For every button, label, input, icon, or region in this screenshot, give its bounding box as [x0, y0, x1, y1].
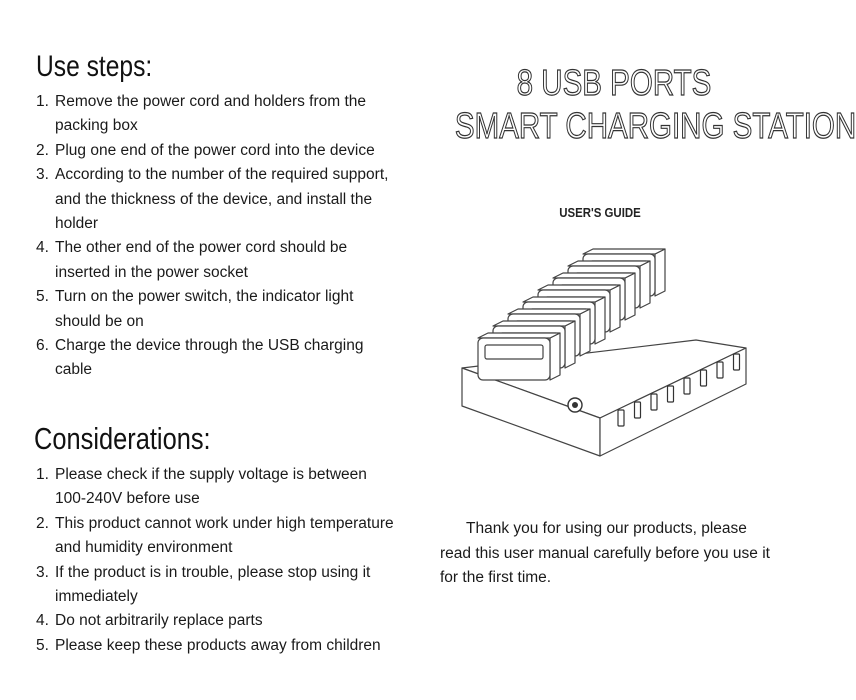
item-number: 3. — [36, 563, 49, 581]
product-title-line1: 8 USB PORTS — [516, 62, 712, 103]
item-number: 4. — [36, 612, 49, 630]
thank-you-text: Thank you for using our products, please read this user manual carefully before you use it for the first time. — [440, 520, 770, 586]
list-item — [36, 139, 396, 163]
item-number: 3. — [36, 166, 49, 184]
usb-port-icon — [635, 402, 641, 418]
list-item — [36, 634, 396, 658]
item-text: Do not arbitrarily replace parts — [55, 612, 263, 630]
list-item — [36, 561, 396, 610]
considerations-title: Considerations: — [34, 421, 211, 456]
item-text: Please check if the supply voltage is between 100-240V before use — [55, 466, 367, 508]
item-text: Turn on the power switch, the indicator light should be on — [55, 288, 354, 330]
use-steps-title: Use steps: — [36, 50, 153, 83]
item-text: The other end of the power cord should be inserted in the power socket — [55, 239, 348, 281]
item-number: 5. — [36, 636, 49, 654]
item-number: 2. — [36, 514, 49, 532]
list-item — [36, 163, 396, 236]
item-number: 6. — [36, 337, 49, 355]
item-number: 1. — [36, 93, 49, 110]
list-item — [36, 285, 396, 334]
usb-port-icon — [684, 378, 690, 394]
list-item — [36, 609, 396, 633]
item-number: 5. — [36, 288, 49, 306]
product-title-line2: SMART CHARGING STATION — [454, 105, 856, 146]
item-number: 1. — [36, 466, 49, 483]
usb-port-icon — [717, 362, 723, 378]
item-text: If the product is in trouble, please stop using it immediately — [55, 563, 371, 606]
list-item — [36, 90, 396, 139]
charging-station-illustration — [450, 248, 750, 460]
use-steps-list — [36, 90, 396, 383]
list-item — [36, 334, 396, 383]
item-text: Remove the power cord and holders from the packing box — [55, 93, 367, 135]
usb-port-icon — [651, 394, 657, 410]
usb-port-icon — [618, 410, 624, 426]
item-text: Plug one end of the power cord into the device — [55, 141, 375, 159]
item-text: Charge the device through the USB charging cable — [55, 337, 364, 379]
item-number: 2. — [36, 141, 49, 159]
considerations-list — [36, 463, 396, 658]
power-button-inner — [572, 402, 578, 408]
usb-port-icon — [734, 354, 740, 370]
users-guide-label: USER'S GUIDE — [559, 205, 641, 220]
item-text: According to the number of the required support, and the thickness of the device, and install the holder — [55, 166, 389, 233]
list-item — [36, 512, 396, 561]
item-number: 4. — [36, 239, 49, 257]
item-text: Please keep these products away from children — [55, 636, 381, 654]
item-text: This product cannot work under high temperature and humidity environment — [55, 514, 394, 557]
list-item — [36, 236, 396, 285]
usb-port-icon — [668, 386, 674, 402]
holder-plate — [478, 333, 560, 380]
usb-port-icon — [701, 370, 707, 386]
list-item — [36, 463, 396, 512]
